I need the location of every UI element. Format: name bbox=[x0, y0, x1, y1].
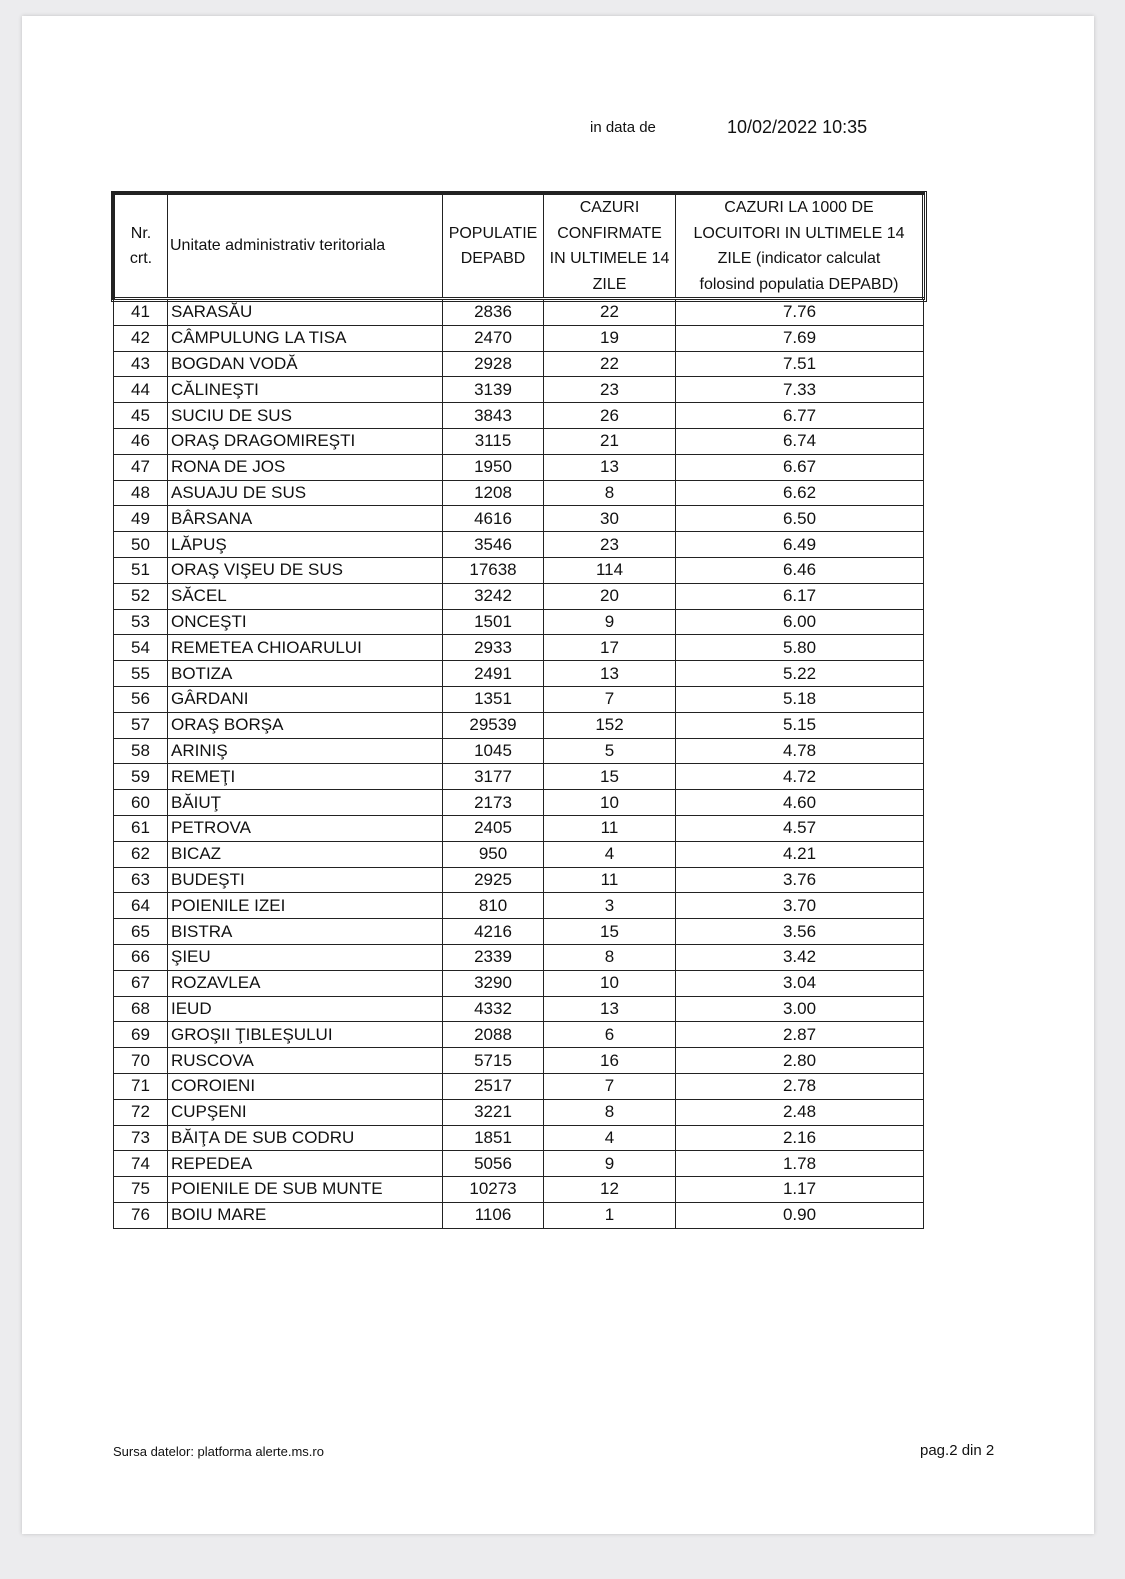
row-unit-name: BISTRA bbox=[168, 919, 443, 945]
row-population: 10273 bbox=[443, 1177, 544, 1203]
row-cases: 3 bbox=[544, 893, 676, 919]
row-unit-name: GROŞII ŢIBLEŞULUI bbox=[168, 1022, 443, 1048]
row-unit-name: REMEŢI bbox=[168, 764, 443, 790]
row-population: 1045 bbox=[443, 738, 544, 764]
row-population: 1851 bbox=[443, 1125, 544, 1151]
row-cases: 11 bbox=[544, 867, 676, 893]
row-unit-name: SARASĂU bbox=[168, 299, 443, 326]
row-population: 1501 bbox=[443, 609, 544, 635]
row-rate: 3.70 bbox=[676, 893, 924, 919]
row-nr: 71 bbox=[114, 1073, 168, 1099]
row-unit-name: BĂIUŢ bbox=[168, 790, 443, 816]
row-cases: 16 bbox=[544, 1048, 676, 1074]
row-cases: 13 bbox=[544, 454, 676, 480]
table-row bbox=[114, 635, 924, 661]
header-row bbox=[114, 194, 924, 299]
table-row bbox=[114, 996, 924, 1022]
row-rate: 6.62 bbox=[676, 480, 924, 506]
row-rate: 4.72 bbox=[676, 764, 924, 790]
row-nr: 58 bbox=[114, 738, 168, 764]
row-rate: 2.48 bbox=[676, 1099, 924, 1125]
table-row bbox=[114, 403, 924, 429]
row-population: 2933 bbox=[443, 635, 544, 661]
row-nr: 53 bbox=[114, 609, 168, 635]
row-rate: 5.22 bbox=[676, 661, 924, 687]
row-nr: 49 bbox=[114, 506, 168, 532]
header-cases-line4: ZILE bbox=[592, 275, 627, 293]
row-population: 17638 bbox=[443, 557, 544, 583]
row-population: 3843 bbox=[443, 403, 544, 429]
row-cases: 10 bbox=[544, 970, 676, 996]
row-unit-name: RONA DE JOS bbox=[168, 454, 443, 480]
row-unit-name: BOGDAN VODĂ bbox=[168, 351, 443, 377]
row-cases: 6 bbox=[544, 1022, 676, 1048]
row-cases: 15 bbox=[544, 764, 676, 790]
header-cases-line1: CAZURI bbox=[579, 199, 640, 216]
row-rate: 4.21 bbox=[676, 841, 924, 867]
header-rate bbox=[676, 194, 924, 299]
row-rate: 7.33 bbox=[676, 377, 924, 403]
table-row bbox=[114, 454, 924, 480]
row-population: 2517 bbox=[443, 1073, 544, 1099]
row-unit-name: BĂIŢA DE SUB CODRU bbox=[168, 1125, 443, 1151]
table-row bbox=[114, 351, 924, 377]
row-nr: 64 bbox=[114, 893, 168, 919]
row-cases: 9 bbox=[544, 609, 676, 635]
row-nr: 61 bbox=[114, 815, 168, 841]
row-rate: 2.80 bbox=[676, 1048, 924, 1074]
row-nr: 47 bbox=[114, 454, 168, 480]
row-population: 2088 bbox=[443, 1022, 544, 1048]
row-rate: 6.49 bbox=[676, 532, 924, 558]
row-rate: 6.67 bbox=[676, 454, 924, 480]
row-population: 4616 bbox=[443, 506, 544, 532]
row-population: 3115 bbox=[443, 428, 544, 454]
table-row bbox=[114, 841, 924, 867]
table-row bbox=[114, 970, 924, 996]
table-row bbox=[114, 815, 924, 841]
row-cases: 12 bbox=[544, 1177, 676, 1203]
row-nr: 44 bbox=[114, 377, 168, 403]
row-unit-name: RUSCOVA bbox=[168, 1048, 443, 1074]
row-unit-name: BUDEŞTI bbox=[168, 867, 443, 893]
row-rate: 3.04 bbox=[676, 970, 924, 996]
row-population: 1351 bbox=[443, 686, 544, 712]
row-nr: 60 bbox=[114, 790, 168, 816]
row-nr: 70 bbox=[114, 1048, 168, 1074]
row-nr: 48 bbox=[114, 480, 168, 506]
table-row bbox=[114, 325, 924, 351]
row-cases: 30 bbox=[544, 506, 676, 532]
table-header bbox=[114, 194, 924, 299]
row-rate: 1.17 bbox=[676, 1177, 924, 1203]
table-row bbox=[114, 1202, 924, 1228]
row-nr: 69 bbox=[114, 1022, 168, 1048]
row-rate: 1.78 bbox=[676, 1151, 924, 1177]
date-value: 10/02/2022 10:35 bbox=[727, 117, 868, 137]
row-cases: 23 bbox=[544, 532, 676, 558]
row-nr: 50 bbox=[114, 532, 168, 558]
row-population: 3546 bbox=[443, 532, 544, 558]
data-source: Sursa datelor: platforma alerte.ms.ro bbox=[113, 1444, 324, 1459]
row-cases: 4 bbox=[544, 841, 676, 867]
row-rate: 5.15 bbox=[676, 712, 924, 738]
row-rate: 3.56 bbox=[676, 919, 924, 945]
row-population: 2928 bbox=[443, 351, 544, 377]
header-nr-line1: Nr. bbox=[130, 224, 152, 242]
row-rate: 7.76 bbox=[676, 299, 924, 326]
row-cases: 13 bbox=[544, 661, 676, 687]
row-cases: 20 bbox=[544, 583, 676, 609]
row-cases: 21 bbox=[544, 428, 676, 454]
row-cases: 152 bbox=[544, 712, 676, 738]
row-rate: 6.00 bbox=[676, 609, 924, 635]
row-unit-name: GÂRDANI bbox=[168, 686, 443, 712]
row-unit-name: ROZAVLEA bbox=[168, 970, 443, 996]
header-cases-line3: IN ULTIMELE 14 bbox=[549, 250, 670, 267]
row-population: 950 bbox=[443, 841, 544, 867]
row-rate: 4.60 bbox=[676, 790, 924, 816]
row-cases: 26 bbox=[544, 403, 676, 429]
row-nr: 41 bbox=[114, 299, 168, 326]
row-nr: 75 bbox=[114, 1177, 168, 1203]
row-population: 1208 bbox=[443, 480, 544, 506]
row-rate: 6.17 bbox=[676, 583, 924, 609]
row-unit-name: POIENILE IZEI bbox=[168, 893, 443, 919]
row-rate: 2.16 bbox=[676, 1125, 924, 1151]
header-pop-line2: DEPABD bbox=[460, 250, 526, 267]
row-population: 810 bbox=[443, 893, 544, 919]
table-row bbox=[114, 867, 924, 893]
header-nr-line2: crt. bbox=[129, 250, 153, 267]
row-cases: 15 bbox=[544, 919, 676, 945]
header-pop-line1: POPULATIE bbox=[448, 224, 538, 242]
row-cases: 114 bbox=[544, 557, 676, 583]
table-body bbox=[114, 299, 924, 1229]
table-row bbox=[114, 532, 924, 558]
row-rate: 4.78 bbox=[676, 738, 924, 764]
header-population bbox=[443, 194, 544, 299]
row-population: 5715 bbox=[443, 1048, 544, 1074]
table-row bbox=[114, 1125, 924, 1151]
row-nr: 51 bbox=[114, 557, 168, 583]
row-nr: 76 bbox=[114, 1202, 168, 1228]
row-unit-name: PETROVA bbox=[168, 815, 443, 841]
header-rate-line1: CAZURI LA 1000 DE bbox=[724, 199, 874, 216]
row-nr: 52 bbox=[114, 583, 168, 609]
table-row bbox=[114, 1177, 924, 1203]
row-unit-name: POIENILE DE SUB MUNTE bbox=[168, 1177, 443, 1203]
table-row bbox=[114, 893, 924, 919]
row-rate: 2.87 bbox=[676, 1022, 924, 1048]
row-nr: 62 bbox=[114, 841, 168, 867]
row-unit-name: ORAŞ DRAGOMIREŞTI bbox=[168, 428, 443, 454]
row-rate: 7.69 bbox=[676, 325, 924, 351]
table-row bbox=[114, 686, 924, 712]
document-page bbox=[22, 16, 1094, 1534]
row-unit-name: ARINIŞ bbox=[168, 738, 443, 764]
row-rate: 3.76 bbox=[676, 867, 924, 893]
cases-table bbox=[112, 192, 925, 1229]
row-rate: 6.46 bbox=[676, 557, 924, 583]
row-cases: 8 bbox=[544, 1099, 676, 1125]
row-rate: 6.74 bbox=[676, 428, 924, 454]
row-rate: 6.50 bbox=[676, 506, 924, 532]
row-unit-name: CĂLINEŞTI bbox=[168, 377, 443, 403]
table-row bbox=[114, 738, 924, 764]
row-unit-name: BÂRSANA bbox=[168, 506, 443, 532]
row-nr: 63 bbox=[114, 867, 168, 893]
row-cases: 22 bbox=[544, 299, 676, 326]
row-population: 3242 bbox=[443, 583, 544, 609]
row-unit-name: BOTIZA bbox=[168, 661, 443, 687]
row-nr: 56 bbox=[114, 686, 168, 712]
row-population: 5056 bbox=[443, 1151, 544, 1177]
table-row bbox=[114, 506, 924, 532]
row-nr: 45 bbox=[114, 403, 168, 429]
row-population: 2470 bbox=[443, 325, 544, 351]
row-unit-name: ORAŞ VIŞEU DE SUS bbox=[168, 557, 443, 583]
row-unit-name: SUCIU DE SUS bbox=[168, 403, 443, 429]
row-unit-name: ONCEŞTI bbox=[168, 609, 443, 635]
header-cases-line2: CONFIRMATE bbox=[557, 224, 662, 242]
table-row bbox=[114, 480, 924, 506]
header-rate-line3: ZILE (indicator calculat bbox=[717, 250, 881, 267]
row-population: 2339 bbox=[443, 944, 544, 970]
row-population: 2836 bbox=[443, 299, 544, 326]
row-population: 3221 bbox=[443, 1099, 544, 1125]
row-cases: 1 bbox=[544, 1202, 676, 1228]
row-unit-name: IEUD bbox=[168, 996, 443, 1022]
table-row bbox=[114, 944, 924, 970]
table-row bbox=[114, 377, 924, 403]
row-unit-name: ASUAJU DE SUS bbox=[168, 480, 443, 506]
row-population: 3139 bbox=[443, 377, 544, 403]
row-unit-name: LĂPUŞ bbox=[168, 532, 443, 558]
header-rate-line4: folosind populatia DEPABD) bbox=[699, 275, 899, 293]
row-nr: 66 bbox=[114, 944, 168, 970]
row-rate: 2.78 bbox=[676, 1073, 924, 1099]
row-rate: 5.18 bbox=[676, 686, 924, 712]
row-rate: 0.90 bbox=[676, 1202, 924, 1228]
page-number: pag.2 din 2 bbox=[920, 1442, 995, 1459]
row-population: 1950 bbox=[443, 454, 544, 480]
table-row bbox=[114, 609, 924, 635]
date-label: in data de bbox=[590, 119, 656, 136]
row-cases: 4 bbox=[544, 1125, 676, 1151]
row-nr: 46 bbox=[114, 428, 168, 454]
row-cases: 19 bbox=[544, 325, 676, 351]
row-population: 4332 bbox=[443, 996, 544, 1022]
table-row bbox=[114, 790, 924, 816]
row-nr: 68 bbox=[114, 996, 168, 1022]
row-population: 2405 bbox=[443, 815, 544, 841]
row-cases: 10 bbox=[544, 790, 676, 816]
row-cases: 5 bbox=[544, 738, 676, 764]
row-cases: 7 bbox=[544, 1073, 676, 1099]
row-rate: 3.42 bbox=[676, 944, 924, 970]
table-row bbox=[114, 1099, 924, 1125]
row-unit-name: CÂMPULUNG LA TISA bbox=[168, 325, 443, 351]
row-rate: 4.57 bbox=[676, 815, 924, 841]
row-cases: 11 bbox=[544, 815, 676, 841]
header-cases bbox=[544, 194, 676, 299]
row-cases: 9 bbox=[544, 1151, 676, 1177]
row-cases: 8 bbox=[544, 480, 676, 506]
header-nr bbox=[114, 194, 168, 299]
row-cases: 7 bbox=[544, 686, 676, 712]
row-population: 2925 bbox=[443, 867, 544, 893]
table-row bbox=[114, 712, 924, 738]
row-population: 3177 bbox=[443, 764, 544, 790]
row-cases: 13 bbox=[544, 996, 676, 1022]
table-row bbox=[114, 1048, 924, 1074]
table-row bbox=[114, 299, 924, 326]
row-nr: 55 bbox=[114, 661, 168, 687]
table-row bbox=[114, 1022, 924, 1048]
row-unit-name: BICAZ bbox=[168, 841, 443, 867]
row-unit-name: CUPŞENI bbox=[168, 1099, 443, 1125]
row-rate: 7.51 bbox=[676, 351, 924, 377]
row-unit-name: REPEDEA bbox=[168, 1151, 443, 1177]
row-nr: 73 bbox=[114, 1125, 168, 1151]
row-nr: 57 bbox=[114, 712, 168, 738]
row-unit-name: BOIU MARE bbox=[168, 1202, 443, 1228]
table-row bbox=[114, 583, 924, 609]
row-population: 29539 bbox=[443, 712, 544, 738]
row-population: 3290 bbox=[443, 970, 544, 996]
row-nr: 74 bbox=[114, 1151, 168, 1177]
row-population: 4216 bbox=[443, 919, 544, 945]
row-unit-name: ŞIEU bbox=[168, 944, 443, 970]
row-cases: 23 bbox=[544, 377, 676, 403]
header-unit: Unitate administrativ teritoriala bbox=[168, 194, 443, 299]
row-population: 2491 bbox=[443, 661, 544, 687]
row-rate: 3.00 bbox=[676, 996, 924, 1022]
row-cases: 8 bbox=[544, 944, 676, 970]
row-nr: 42 bbox=[114, 325, 168, 351]
row-cases: 22 bbox=[544, 351, 676, 377]
row-population: 2173 bbox=[443, 790, 544, 816]
row-unit-name: ORAŞ BORŞA bbox=[168, 712, 443, 738]
table-row bbox=[114, 428, 924, 454]
header-rate-line2: LOCUITORI IN ULTIMELE 14 bbox=[693, 224, 905, 242]
row-nr: 72 bbox=[114, 1099, 168, 1125]
row-rate: 6.77 bbox=[676, 403, 924, 429]
row-cases: 17 bbox=[544, 635, 676, 661]
row-nr: 54 bbox=[114, 635, 168, 661]
row-unit-name: SĂCEL bbox=[168, 583, 443, 609]
table-row bbox=[114, 1073, 924, 1099]
row-population: 1106 bbox=[443, 1202, 544, 1228]
table-row bbox=[114, 1151, 924, 1177]
table-row bbox=[114, 557, 924, 583]
row-nr: 59 bbox=[114, 764, 168, 790]
table-row bbox=[114, 764, 924, 790]
row-unit-name: REMETEA CHIOARULUI bbox=[168, 635, 443, 661]
row-nr: 43 bbox=[114, 351, 168, 377]
table-row bbox=[114, 661, 924, 687]
row-unit-name: COROIENI bbox=[168, 1073, 443, 1099]
row-nr: 67 bbox=[114, 970, 168, 996]
table-row bbox=[114, 919, 924, 945]
row-rate: 5.80 bbox=[676, 635, 924, 661]
row-nr: 65 bbox=[114, 919, 168, 945]
